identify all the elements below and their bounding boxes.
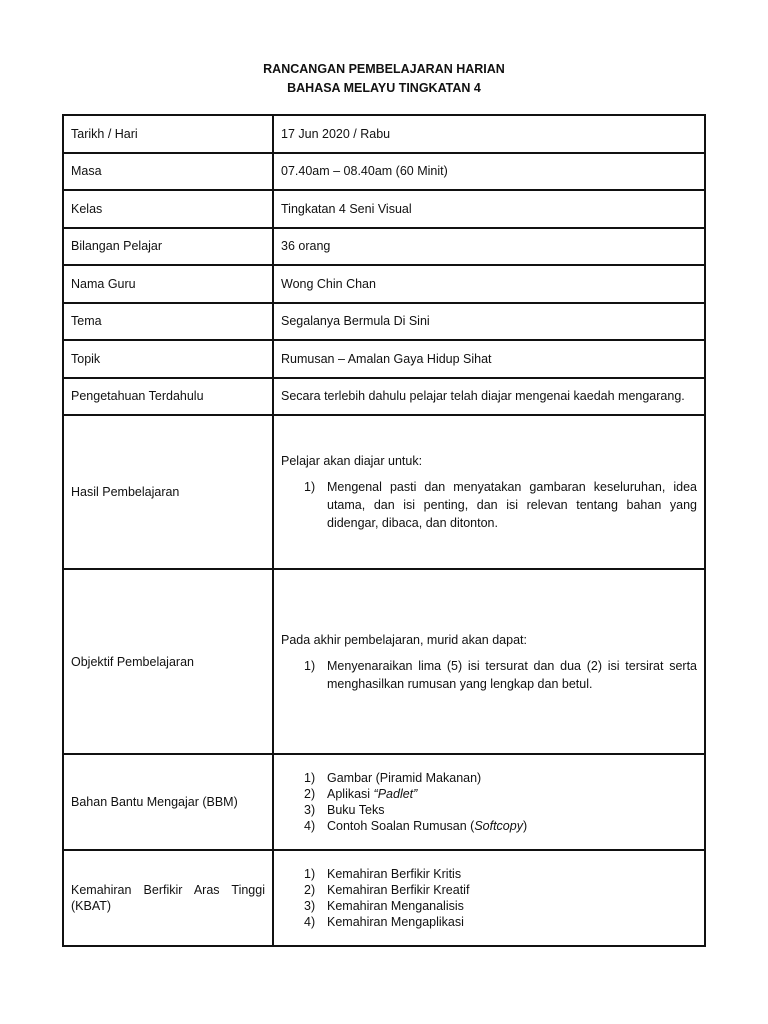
label-bilangan: Bilangan Pelajar xyxy=(63,228,273,266)
label-tema: Tema xyxy=(63,303,273,341)
list-item xyxy=(281,914,697,930)
list-item-number: 4) xyxy=(304,819,316,833)
list-item xyxy=(281,802,697,818)
label-tarikh: Tarikh / Hari xyxy=(63,115,273,153)
list-item-number: 1) xyxy=(304,867,316,881)
list-item-text: Kemahiran Berfikir Kritis xyxy=(327,867,462,881)
value-kelas: Tingkatan 4 Seni Visual xyxy=(273,190,705,228)
list-item-text: Aplikasi xyxy=(327,787,374,801)
row-kelas xyxy=(63,190,705,228)
list-item-text: Kemahiran Berfikir Kreatif xyxy=(327,883,470,897)
row-topik xyxy=(63,340,705,378)
row-tema xyxy=(63,303,705,341)
value-guru: Wong Chin Chan xyxy=(273,265,705,303)
value-pengetahuan: Secara terlebih dahulu pelajar telah diajar mengenai kaedah mengarang. xyxy=(273,378,705,416)
label-topik: Topik xyxy=(63,340,273,378)
list-item-number: 1) xyxy=(304,658,316,673)
list-item-number: 2) xyxy=(304,883,316,897)
list-item-number: 4) xyxy=(304,915,316,929)
kbat-list xyxy=(281,866,697,930)
row-hasil xyxy=(63,415,705,569)
value-objektif xyxy=(273,569,705,754)
row-tarikh xyxy=(63,115,705,153)
list-item-text-end: ) xyxy=(522,819,528,833)
list-item xyxy=(281,866,697,882)
list-item-text: Mengenal pasti dan menyatakan gambaran keseluruhan, idea utama, dan isi penting, dan isi relevan tentang bahan yang didengar, dibaca, dan ditonton. xyxy=(327,480,697,530)
list-item-text: Buku Teks xyxy=(327,803,385,817)
row-masa xyxy=(63,153,705,191)
list-item xyxy=(281,898,697,914)
document-header xyxy=(0,60,768,98)
list-item-number: 1) xyxy=(304,480,316,494)
row-bbm xyxy=(63,754,705,850)
row-kbat xyxy=(63,850,705,946)
hasil-intro: Pelajar akan diajar untuk: xyxy=(281,454,423,468)
list-item-text: Menyenaraikan lima (5) isi tersurat dan dua (2) isi tersirat serta menghasilkan rumusan yang lengkap dan betul. xyxy=(327,658,697,691)
value-tema: Segalanya Bermula Di Sini xyxy=(273,303,705,341)
list-item-text-italic: “Padlet” xyxy=(373,787,418,801)
value-kbat xyxy=(273,850,705,946)
value-bbm xyxy=(273,754,705,850)
list-item-number: 3) xyxy=(304,803,316,817)
document-subtitle: BAHASA MELAYU TINGKATAN 4 xyxy=(287,81,481,95)
value-topik: Rumusan – Amalan Gaya Hidup Sihat xyxy=(273,340,705,378)
row-bilangan xyxy=(63,228,705,266)
list-item-text: Contoh Soalan Rumusan ( xyxy=(327,819,475,833)
list-item xyxy=(281,657,697,693)
list-item-text: Gambar (Piramid Makanan) xyxy=(327,771,482,785)
value-tarikh: 17 Jun 2020 / Rabu xyxy=(273,115,705,153)
document-title: RANCANGAN PEMBELAJARAN HARIAN xyxy=(263,62,505,76)
label-bbm: Bahan Bantu Mengajar (BBM) xyxy=(63,754,273,850)
lesson-plan-table xyxy=(62,114,706,947)
value-bilangan: 36 orang xyxy=(273,228,705,266)
list-item xyxy=(281,770,697,786)
list-item-number: 2) xyxy=(304,787,316,801)
row-pengetahuan xyxy=(63,378,705,416)
row-guru xyxy=(63,265,705,303)
list-item-number: 3) xyxy=(304,899,316,913)
value-hasil xyxy=(273,415,705,569)
label-guru: Nama Guru xyxy=(63,265,273,303)
label-kelas: Kelas xyxy=(63,190,273,228)
label-objektif: Objektif Pembelajaran xyxy=(63,569,273,754)
label-masa: Masa xyxy=(63,153,273,191)
objektif-intro: Pada akhir pembelajaran, murid akan dapat: xyxy=(281,632,527,647)
list-item-text: Kemahiran Mengaplikasi xyxy=(327,915,464,929)
label-kbat: Kemahiran Berfikir Aras Tinggi (KBAT) xyxy=(63,850,273,946)
label-pengetahuan: Pengetahuan Terdahulu xyxy=(63,378,273,416)
objektif-list xyxy=(281,657,697,693)
value-masa: 07.40am – 08.40am (60 Minit) xyxy=(273,153,705,191)
list-item xyxy=(281,882,697,898)
list-item xyxy=(281,478,697,532)
list-item xyxy=(281,786,697,802)
list-item-text-italic: Softcopy xyxy=(474,819,523,833)
label-hasil: Hasil Pembelajaran xyxy=(63,415,273,569)
hasil-list xyxy=(281,478,697,532)
row-objektif xyxy=(63,569,705,754)
list-item-text: Kemahiran Menganalisis xyxy=(327,899,464,913)
list-item-number: 1) xyxy=(304,771,316,785)
list-item xyxy=(281,818,697,834)
bbm-list xyxy=(281,770,697,834)
